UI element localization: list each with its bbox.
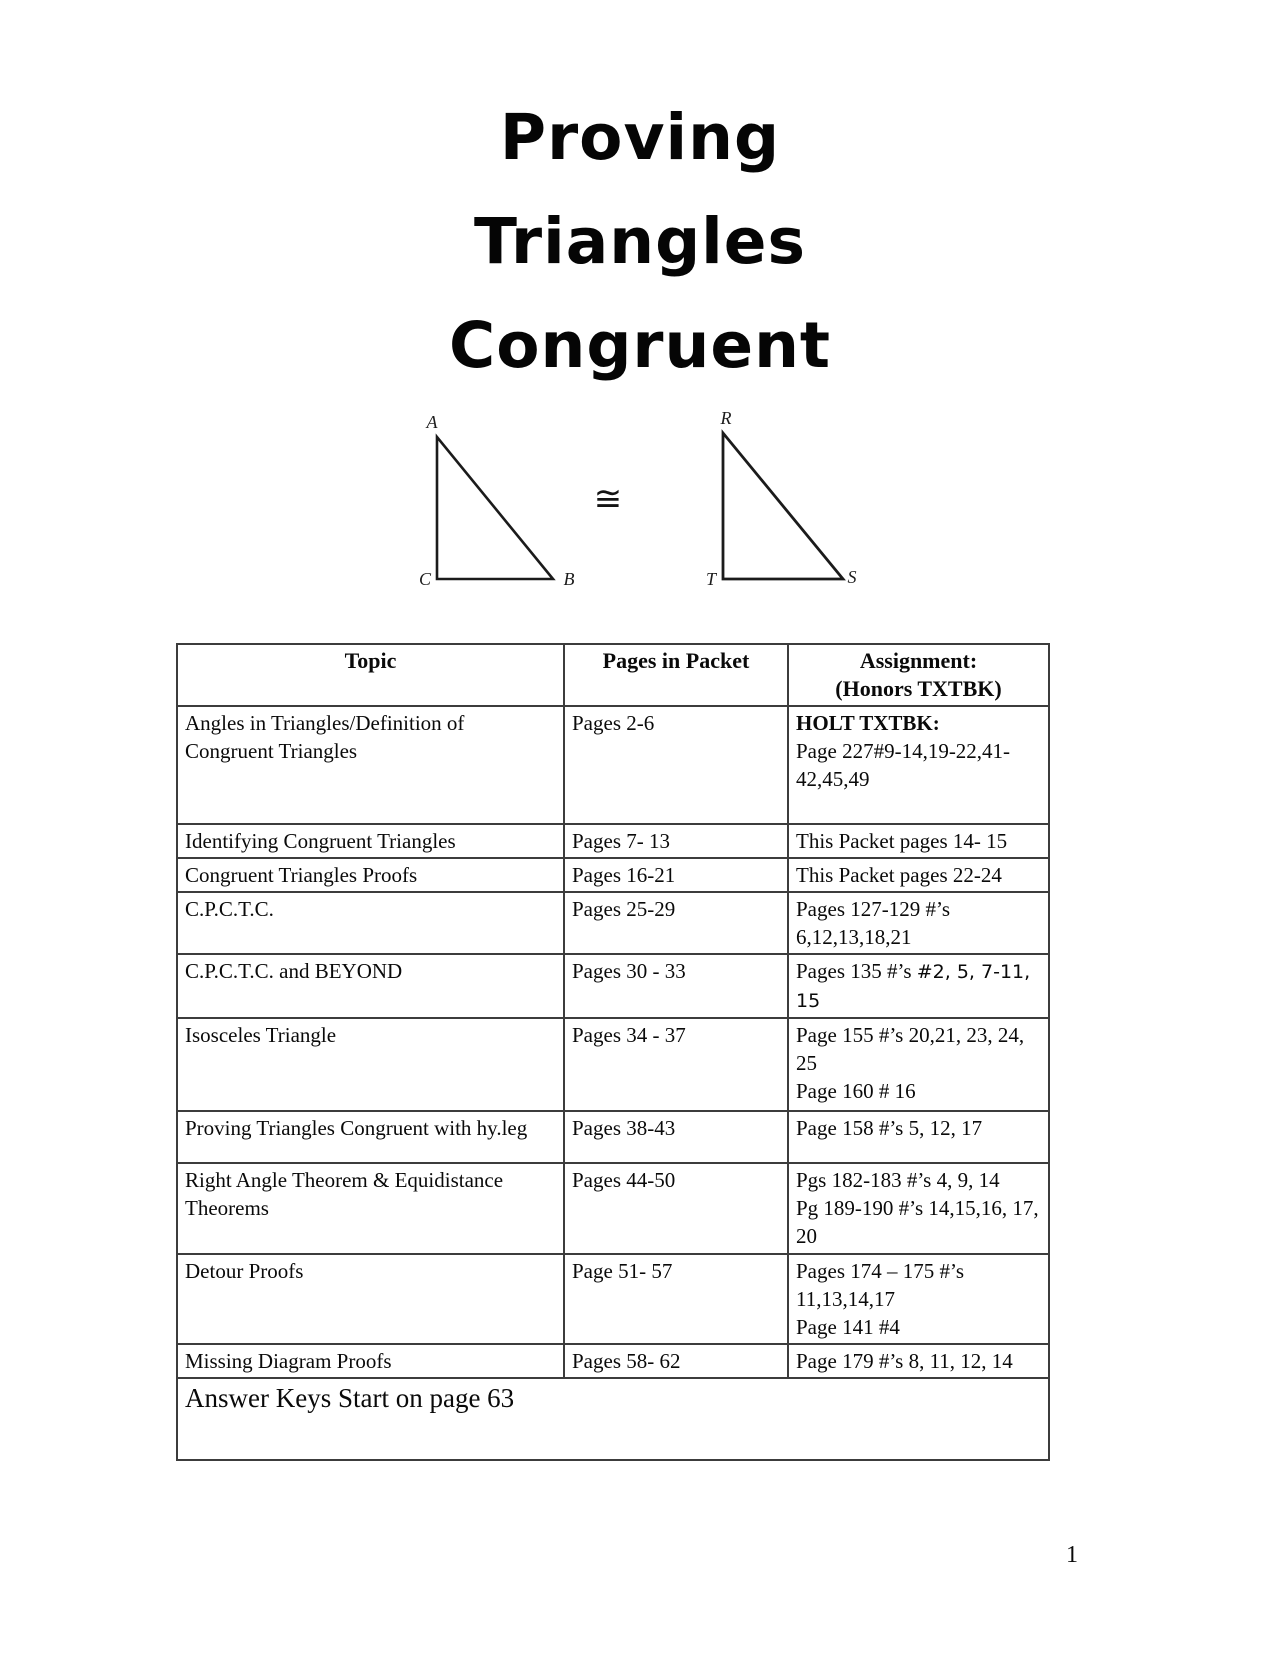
title-line-2: Triangles bbox=[474, 205, 806, 278]
assignment-handwritten: #2, 5, 7-11, 15 bbox=[796, 961, 1031, 1012]
cell-assignment: Page 158 #’s 5, 12, 17 bbox=[788, 1111, 1049, 1163]
answer-keys-note: Answer Keys Start on page 63 bbox=[177, 1378, 1049, 1460]
table-row bbox=[177, 1344, 1049, 1378]
table-header-row bbox=[177, 644, 1049, 706]
cell-topic: Missing Diagram Proofs bbox=[177, 1344, 564, 1378]
cell-assignment bbox=[788, 954, 1049, 1018]
triangle-rts bbox=[723, 433, 843, 579]
cell-assignment: Pages 127-129 #’s 6,12,13,18,21 bbox=[788, 892, 1049, 954]
cell-topic: Congruent Triangles Proofs bbox=[177, 858, 564, 892]
cell-pages: Pages 25-29 bbox=[564, 892, 788, 954]
title-line-1: Proving bbox=[499, 101, 781, 174]
assignment-line: Page 160 # 16 bbox=[796, 1079, 916, 1103]
cell-assignment bbox=[788, 1163, 1049, 1254]
vertex-label-c: C bbox=[418, 569, 432, 589]
cell-topic: Isosceles Triangle bbox=[177, 1018, 564, 1111]
table-row bbox=[177, 858, 1049, 892]
cell-assignment: Page 179 #’s 8, 11, 12, 14 bbox=[788, 1344, 1049, 1378]
vertex-label-t: T bbox=[705, 569, 717, 589]
cell-topic: C.P.C.T.C. bbox=[177, 892, 564, 954]
assignment-line: Page 227#9-14,19-22,41-42,45,49 bbox=[796, 739, 1011, 791]
congruent-icon: ≅ bbox=[593, 479, 623, 519]
assignment-prefix: Pages 135 #’s bbox=[796, 959, 917, 983]
assignment-bold-line: HOLT TXTBK: bbox=[796, 711, 940, 735]
header-assignment-line1: Assignment: bbox=[859, 648, 978, 673]
cell-topic: Detour Proofs bbox=[177, 1254, 564, 1344]
cell-topic: Proving Triangles Congruent with hy.leg bbox=[177, 1111, 564, 1163]
assignment-line: Pages 174 – 175 #’s 11,13,14,17 bbox=[796, 1259, 964, 1311]
table-footer-row bbox=[177, 1378, 1049, 1460]
cell-topic: Right Angle Theorem & Equidistance Theorems bbox=[177, 1163, 564, 1254]
cell-pages: Page 51- 57 bbox=[564, 1254, 788, 1344]
cell-assignment bbox=[788, 1018, 1049, 1111]
cell-assignment: This Packet pages 22-24 bbox=[788, 858, 1049, 892]
page-number: 1 bbox=[1066, 1542, 1078, 1568]
table-row bbox=[177, 1163, 1049, 1254]
assignment-line: Pgs 182-183 #’s 4, 9, 14 bbox=[796, 1168, 1000, 1192]
cell-pages: Pages 44-50 bbox=[564, 1163, 788, 1254]
cell-pages: Pages 38-43 bbox=[564, 1111, 788, 1163]
cell-topic: C.P.C.T.C. and BEYOND bbox=[177, 954, 564, 1018]
cell-pages: Pages 30 - 33 bbox=[564, 954, 788, 1018]
cell-topic: Identifying Congruent Triangles bbox=[177, 824, 564, 858]
assignment-line: Page 155 #’s 20,21, 23, 24, 25 bbox=[796, 1023, 1025, 1075]
cell-pages: Pages 7- 13 bbox=[564, 824, 788, 858]
table-row bbox=[177, 954, 1049, 1018]
document-title bbox=[0, 86, 1280, 398]
title-line-3: Congruent bbox=[448, 309, 832, 382]
vertex-label-a: A bbox=[426, 412, 438, 432]
header-assignment bbox=[788, 644, 1049, 706]
cell-pages: Pages 34 - 37 bbox=[564, 1018, 788, 1111]
table-row bbox=[177, 1111, 1049, 1163]
header-pages: Pages in Packet bbox=[564, 644, 788, 706]
header-topic: Topic bbox=[177, 644, 564, 706]
cell-pages: Pages 58- 62 bbox=[564, 1344, 788, 1378]
cell-assignment bbox=[788, 706, 1049, 824]
triangle-abc bbox=[437, 437, 553, 579]
cell-assignment bbox=[788, 1254, 1049, 1344]
table-row bbox=[177, 706, 1049, 824]
cell-assignment: This Packet pages 14- 15 bbox=[788, 824, 1049, 858]
table-row bbox=[177, 824, 1049, 858]
table-row bbox=[177, 1254, 1049, 1344]
vertex-label-r: R bbox=[720, 408, 732, 428]
table-row bbox=[177, 1018, 1049, 1111]
header-assignment-line2: (Honors TXTBK) bbox=[835, 676, 1002, 701]
vertex-label-b: B bbox=[563, 569, 575, 589]
cell-pages: Pages 2-6 bbox=[564, 706, 788, 824]
assignment-line: Pg 189-190 #’s 14,15,16, 17, 20 bbox=[796, 1196, 1039, 1248]
cell-topic: Angles in Triangles/Definition of Congruent Triangles bbox=[177, 706, 564, 824]
assignment-line: Page 141 #4 bbox=[796, 1315, 900, 1339]
topics-table bbox=[176, 643, 1050, 1461]
cell-pages: Pages 16-21 bbox=[564, 858, 788, 892]
vertex-label-s: S bbox=[847, 567, 857, 587]
table-row bbox=[177, 892, 1049, 954]
congruent-triangles-diagram bbox=[380, 400, 880, 600]
